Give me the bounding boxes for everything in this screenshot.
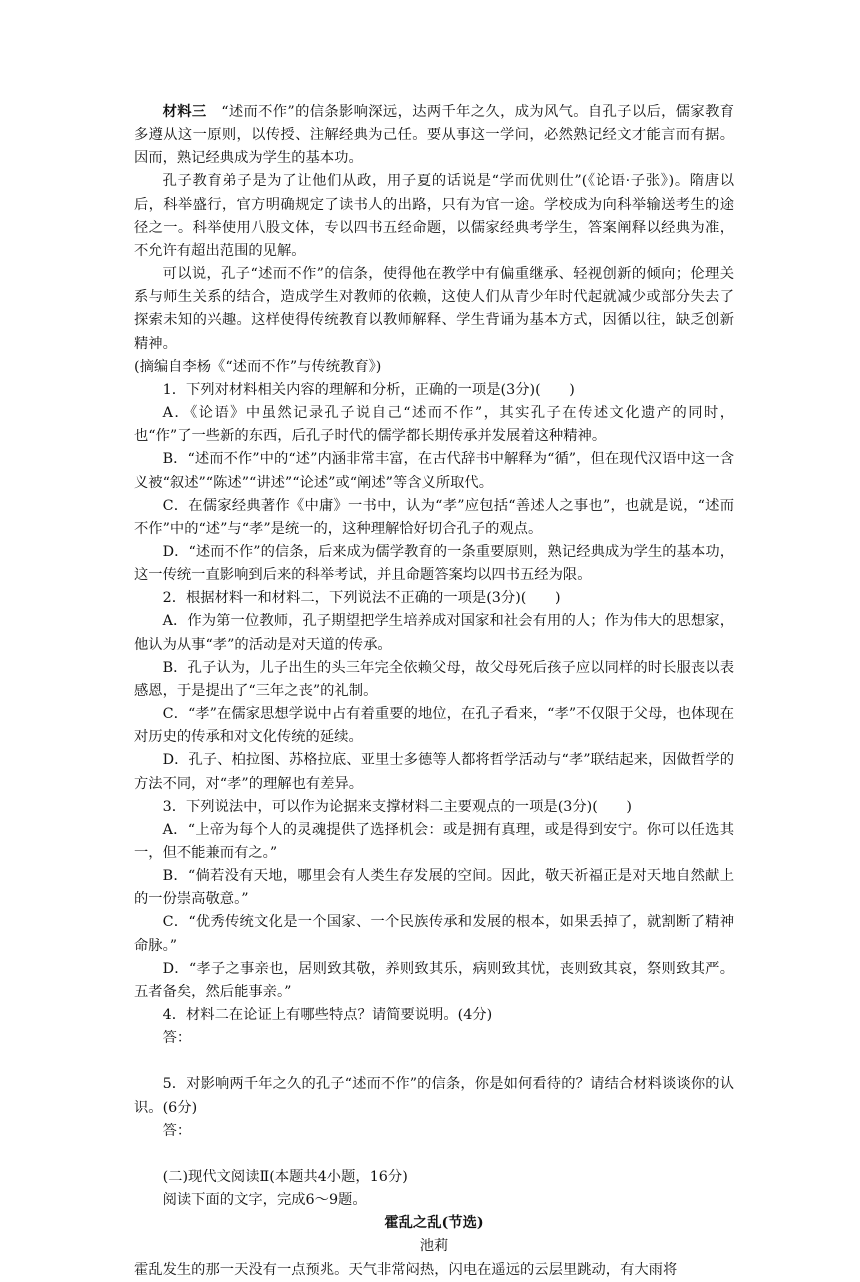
- question-3-option-b: B．“倘若没有天地，哪里会有人类生存发展的空间。因此，敬天祈福正是对天地自然献上的一份崇高敬意。”: [134, 868, 734, 908]
- material3-source: (摘编自李杨《“述而不作”与传统教育》): [134, 358, 382, 375]
- question-1-option-d: D．“述而不作”的信条，后来成为儒学教育的一条重要原则，熟记经典成为学生的基本功，这一传统一直影响到后来的科举考试，并且命题答案均以四书五经为限。: [134, 543, 734, 584]
- question-5-answer-space: [134, 1143, 734, 1166]
- question-4-answer-label: 答：: [162, 1030, 192, 1047]
- question-1-option-a: A．《论语》中虽然记录孔子说自己“述而不作”，其实孔子在传述文化遗产的同时，也“作”了一些新的东西，后孔子时代的儒学都长期传承并发展着这种精神。: [134, 405, 734, 445]
- document-page: [134, 101, 734, 1282]
- material3-paragraph-2: 孔子教育弟子是为了让他们从政，用子夏的话说是“学而优则仕”(《论语·子张》)。隋唐以后，科举盛行，官方明确规定了读书人的出路，只有为官一途。学校成为向科举输送考生的途径之一。科举使用八股文体，专以四书五经命题，以儒家经典考学生，答案阐释以经典为准，不允许有超出范围的见解。: [134, 173, 734, 259]
- question-2-option-c: C．“孝”在儒家思想学说中占有着重要的地位，在孔子看来，“孝”不仅限于父母，也体现在对历史的传承和对文化传统的延续。: [134, 706, 734, 746]
- question-1-option-b: B．“述而不作”中的“述”内涵非常丰富，在古代辞书中解释为“循”，但在现代汉语中这一含义被“叙述”“陈述”“讲述”“论述”或“阐述”等含义所取代。: [134, 451, 734, 491]
- section-2-instruction: 阅读下面的文字，完成6～9题。: [162, 1192, 367, 1209]
- question-2-option-a: A．作为第一位教师，孔子期望把学生培养成对国家和社会有用的人；作为伟大的思想家，他认为从事“孝”的活动是对天道的传承。: [134, 613, 734, 653]
- article-author: 池莉: [419, 1238, 449, 1255]
- question-4-answer-space: [134, 1050, 734, 1073]
- question-5-answer-label: 答：: [162, 1122, 192, 1139]
- question-3-option-d: D．“孝子之事亲也，居则致其敬，养则致其乐，病则致其忧，丧则致其哀，祭则致其严。五者备矣，然后能事亲。”: [134, 960, 734, 1000]
- material3-paragraph-1: [134, 101, 734, 170]
- article-first-line: 霍乱发生的那一天没有一点预兆。天气非常闷热，闪电在遥远的云层里跳动，有大雨将: [134, 1261, 678, 1278]
- question-4-stem: 4．材料二在论证上有哪些特点？请简要说明。(4分): [162, 1007, 493, 1024]
- section-2-heading: (二)现代文阅读Ⅱ(本题共4小题，16分): [162, 1168, 408, 1185]
- question-5-stem: 5．对影响两千年之久的孔子“述而不作”的信条，你是如何看待的？请结合材料谈谈你的认识。(6分): [134, 1076, 734, 1116]
- question-2-stem: 2．根据材料一和材料二，下列说法不正确的一项是(3分)( ): [162, 590, 561, 607]
- material3-paragraph-3: 可以说，孔子“述而不作”的信条，使得他在教学中有偏重继承、轻视创新的倾向；伦理关系与师生关系的结合，造成学生对教师的依赖，这使人们从青少年时代起就减少或部分失去了探索未知的兴趣。这样使得传统教育以教师解释、学生背诵为基本方式，因循以往，缺乏创新精神。: [134, 266, 734, 352]
- question-3-option-a: A．“上帝为每个人的灵魂提供了选择机会：或是拥有真理，或是得到安宁。你可以任选其一，但不能兼而有之。”: [134, 821, 734, 861]
- question-3-option-c: C．“优秀传统文化是一个国家、一个民族传承和发展的根本，如果丢掉了，就割断了精神命脉。”: [134, 914, 734, 954]
- material3-p1-text: “述而不作”的信条影响深远，达两千年之久，成为风气。自孔子以后，儒家教育多遵从这一原则，以传授、注解经典为己任。要从事这一学问，必然熟记经文才能言而有据。因而，熟记经典成为学生的基本功。: [134, 104, 735, 167]
- material3-label: 材料三: [162, 104, 207, 120]
- question-2-option-d: D．孔子、柏拉图、苏格拉底、亚里士多德等人都将哲学活动与“孝”联结起来，因做哲学的方法不同，对“孝”的理解也有差异。: [134, 752, 734, 792]
- question-3-stem: 3．下列说法中，可以作为论据来支撑材料二主要观点的一项是(3分)( ): [162, 798, 633, 815]
- article-title: 霍乱之乱(节选): [384, 1215, 484, 1232]
- question-1-option-c: C．在儒家经典著作《中庸》一书中，认为“孝”应包括“善述人之事也”，也就是说，“述而不作”中的“述”与“孝”是统一的，这种理解恰好切合孔子的观点。: [134, 497, 734, 537]
- question-1-stem: 1．下列对材料相关内容的理解和分析，正确的一项是(3分)( ): [162, 381, 575, 398]
- question-2-option-b: B．孔子认为，儿子出生的头三年完全依赖父母，故父母死后孩子应以同样的时长服丧以表感恩，于是提出了“三年之丧”的礼制。: [134, 659, 734, 699]
